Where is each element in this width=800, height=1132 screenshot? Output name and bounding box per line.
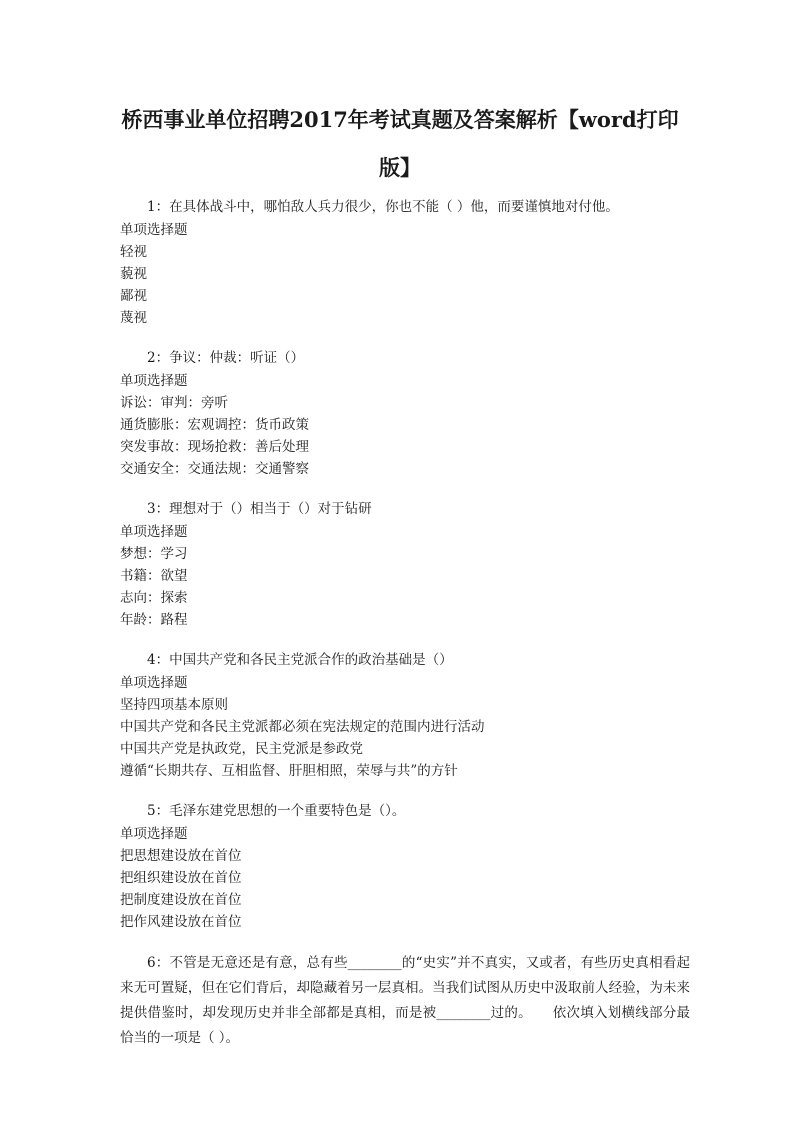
option: 书籍：欲望 bbox=[120, 568, 188, 584]
question-6 bbox=[120, 951, 690, 1051]
question-paragraph: 6：不管是无意还是有意，总有些________的“史实”并不真实，又或者，有些历史真相看起来无可置疑，但在它们背后，却隐藏着另一层真相。当我们试图从历史中汲取前人经验，为未来提供借鉴时，却发现历史并非全部都是真相，而是被________过的。 依次填入划横线部分最恰当的一项是（ ）。 bbox=[120, 955, 690, 1046]
question-stem: 4：中国共产党和各民主党派合作的政治基础是（） bbox=[147, 652, 453, 668]
question-stem: 5：毛泽东建党思想的一个重要特色是（）。 bbox=[147, 803, 406, 819]
option: 轻视 bbox=[120, 244, 147, 260]
option: 诉讼：审判：旁听 bbox=[120, 395, 228, 411]
option: 年龄：路程 bbox=[120, 612, 188, 628]
question-type: 单项选择题 bbox=[120, 675, 188, 691]
option: 鄙视 bbox=[120, 288, 147, 304]
question-5 bbox=[120, 800, 690, 933]
option: 把思想建设放在首位 bbox=[120, 848, 242, 864]
question-type: 单项选择题 bbox=[120, 524, 188, 540]
option: 把制度建设放在首位 bbox=[120, 892, 242, 908]
option: 藐视 bbox=[120, 266, 147, 282]
question-1 bbox=[120, 196, 690, 329]
question-list bbox=[120, 196, 690, 1069]
question-4 bbox=[120, 649, 690, 782]
question-stem: 3：理想对于（）相当于（）对于钻研 bbox=[147, 501, 372, 517]
option: 中国共产党是执政党，民主党派是参政党 bbox=[120, 741, 363, 757]
question-type: 单项选择题 bbox=[120, 222, 188, 238]
option: 梦想：学习 bbox=[120, 546, 188, 562]
title-line-2: 版】 bbox=[379, 155, 421, 180]
option: 交通安全：交通法规：交通警察 bbox=[120, 461, 309, 477]
option: 志向：探索 bbox=[120, 590, 188, 606]
option: 把作风建设放在首位 bbox=[120, 914, 242, 930]
option: 把组织建设放在首位 bbox=[120, 870, 242, 886]
question-2 bbox=[120, 347, 690, 480]
option: 突发事故：现场抢救：善后处理 bbox=[120, 439, 309, 455]
option: 蔑视 bbox=[120, 310, 147, 326]
question-type: 单项选择题 bbox=[120, 826, 188, 842]
question-type: 单项选择题 bbox=[120, 373, 188, 389]
option: 遵循“长期共存、互相监督、肝胆相照，荣辱与共”的方针 bbox=[120, 763, 458, 779]
document-title bbox=[100, 96, 700, 192]
option: 中国共产党和各民主党派都必须在宪法规定的范围内进行活动 bbox=[120, 719, 485, 735]
question-stem: 1：在具体战斗中，哪怕敌人兵力很少，你也不能（ ）他，而要谨慎地对付他。 bbox=[147, 199, 619, 215]
option: 坚持四项基本原则 bbox=[120, 697, 228, 713]
title-line-1: 桥西事业单位招聘2017年考试真题及答案解析【word打印 bbox=[121, 107, 679, 132]
question-3 bbox=[120, 498, 690, 631]
option: 通货膨胀：宏观调控：货币政策 bbox=[120, 417, 309, 433]
question-stem: 2：争议：仲裁：听证（） bbox=[147, 350, 305, 366]
